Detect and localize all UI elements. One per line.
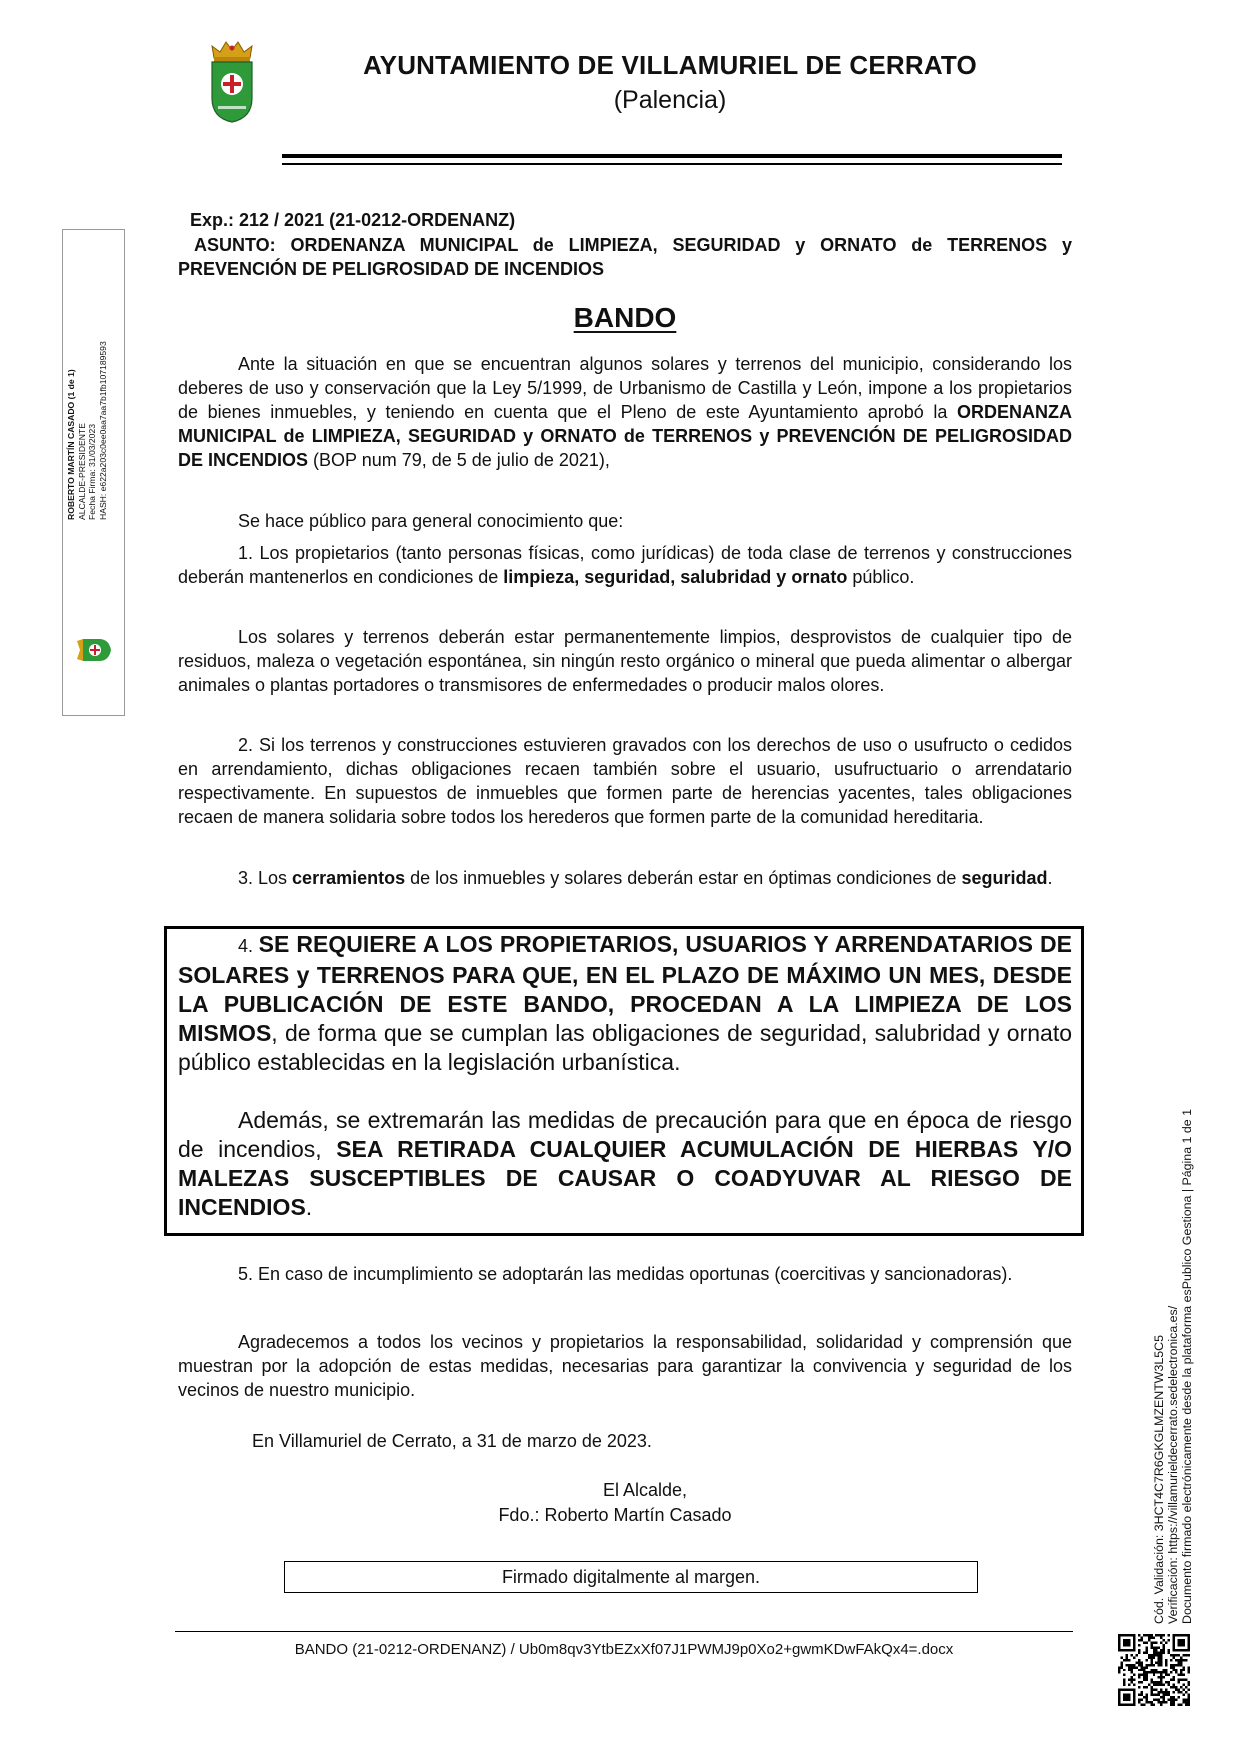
- stamp-role: ALCALDE-PRESIDENTE: [76, 423, 87, 520]
- item-4-requirement: SE REQUIERE A LOS PROPIETARIOS, USUARIOS Y ARRENDATARIOS DE SOLARES y TERRENOS PARA QUE, EN EL PLAZO DE MÁXIMO UN MES, DESDE LA PUBLICACIÓN DE ESTE BANDO, PROCEDAN A LA LIMPIEZA DE LOS MISMOS: [178, 931, 1072, 1046]
- validation-code: Cód. Validación: 3HCT4C7R6GKGLMZENTW3L5C5: [1152, 1335, 1166, 1624]
- item-1: [178, 541, 1072, 589]
- item-3-cerramientos: cerramientos: [292, 868, 406, 888]
- signature-name: Fdo.: Roberto Martín Casado: [498, 1505, 732, 1525]
- item-2: 2. Si los terrenos y construcciones estuvieren gravados con los derechos de uso o usufructo o cedidos en arrendamiento, dichas obligaciones recaen también sobre el usuario, usufructuario o arrendatario respectivamente. En supuestos de inmuebles que formen parte de herencias yacentes, tales obligaciones recaen de manera solidaria sobre todos los herederos que formen parte de la comunidad hereditaria.: [178, 735, 1072, 827]
- publication-statement: Se hace público para general conocimiento que:: [238, 511, 624, 531]
- item-4b-requirement: SEA RETIRADA CUALQUIER ACUMULACIÓN DE HIERBAS Y/O MALEZAS SUSCEPTIBLES DE CAUSAR O COADYUVAR AL RIESGO DE INCENDIOS: [178, 1136, 1072, 1220]
- item-1-detail: Los solares y terrenos deberán estar permanentemente limpios, desprovistos de cualquier tipo de residuos, maleza o vegetación espontánea, sin ningún resto orgánico o mineral que pueda alimentar o albergar animales o plantas portadores o transmisores de enfermedades o producir malos olores.: [178, 627, 1072, 695]
- footer-filename: BANDO (21-0212-ORDENANZ) / Ub0m8qv3YtbEZxXf07J1PWMJ9p0Xo2+gwmKDwFAkQx4=.docx: [294, 1641, 954, 1658]
- verification-text: [1152, 1064, 1194, 1624]
- asunto-subject: ASUNTO: ORDENANZA MUNICIPAL de LIMPIEZA, SEGURIDAD y ORNATO de TERRENOS y PREVENCIÓN DE PELIGROSIDAD DE INCENDIOS: [178, 235, 1072, 279]
- item-4: [178, 930, 1072, 1077]
- item-4b-text: Además, se extremarán las medidas de precaución para que en época de riesgo de incendios,: [178, 1107, 1072, 1162]
- intro-text: Ante la situación en que se encuentran algunos solares y terrenos del municipio, considerando los deberes de uso y conservación que la Ley 5/1999, de Urbanismo de Castilla y León, impone a los propietarios de bienes inmuebles, y teniendo en cuenta que el Pleno de este Ayuntamiento aprobó la: [178, 354, 1072, 422]
- item-3-seguridad: seguridad: [961, 868, 1048, 888]
- footer-rule: [175, 1631, 1073, 1632]
- stamp-date: Fecha Firma: 31/03/2023: [87, 423, 97, 520]
- item-3-middle: de los inmuebles y solares deberán estar en óptimas condiciones de: [405, 868, 962, 888]
- item-4-fire-prevention: [178, 1106, 1072, 1222]
- header-rule-thin: [282, 163, 1062, 165]
- digital-signature-note: Firmado digitalmente al margen.: [284, 1561, 978, 1593]
- intro-ordinance-name: ORDENANZA MUNICIPAL de LIMPIEZA, SEGURIDAD y ORNATO de TERRENOS y PREVENCIÓN DE PELIGROSIDAD DE INCENDIOS: [178, 402, 1072, 470]
- item-1-conditions: limpieza, seguridad, salubridad y ornato: [503, 567, 848, 587]
- date-line: En Villamuriel de Cerrato, a 31 de marzo de 2023.: [252, 1431, 652, 1451]
- municipality-title: AYUNTAMIENTO DE VILLAMURIEL DE CERRATO: [363, 50, 977, 80]
- closing-paragraph: Agradecemos a todos los vecinos y propietarios la responsabilidad, solidaridad y comprensión que muestran por la adopción de estas medidas, necesarias para garantizar la convivencia y seguridad de los vecinos de nuestro municipio.: [178, 1332, 1072, 1400]
- signature-stamp-text: [66, 120, 108, 520]
- item-4-obligations: , de forma que se cumplan las obligaciones de seguridad, salubridad y ornato público establecidas en la legislación urbanística.: [178, 1020, 1072, 1075]
- item-1-end: público.: [847, 567, 915, 587]
- item-5: 5. En caso de incumplimiento se adoptarán las medidas oportunas (coercitivas y sancionadoras).: [238, 1264, 1013, 1284]
- expediente-reference: Exp.: 212 / 2021 (21-0212-ORDENANZ): [190, 210, 516, 230]
- intro-paragraph: [178, 352, 1072, 472]
- item-3-text: 3. Los: [238, 868, 293, 888]
- stamp-signer: ROBERTO MARTÍN CASADO (1 de 1): [66, 369, 76, 520]
- header-rule-thick: [282, 154, 1062, 158]
- item-3: [178, 866, 1072, 890]
- municipal-crest-logo: [206, 38, 258, 124]
- province-subtitle: (Palencia): [613, 86, 727, 114]
- platform-note: Documento firmado electrónicamente desde la plataforma esPublico Gestiona | Página 1 de 1: [1180, 1109, 1194, 1624]
- item-4b-end: .: [305, 1194, 313, 1220]
- signature-role: El Alcalde,: [602, 1480, 688, 1500]
- item-1-text: 1. Los propietarios (tanto personas físicas, como jurídicas) de toda clase de terrenos y construcciones deberán mantenerlos en condiciones de: [178, 543, 1072, 587]
- item-4-number: 4.: [238, 936, 259, 956]
- intro-bop-reference: (BOP num 79, de 5 de julio de 2021),: [308, 450, 610, 470]
- verification-url: Verificación: https://villamurieldecerrato.sedelectronica.es/: [1166, 1305, 1180, 1624]
- alcaldia-stamp-logo: [72, 628, 116, 666]
- qr-code-icon: [1118, 1634, 1190, 1706]
- signature-block: [400, 1478, 830, 1528]
- document-title: BANDO: [573, 302, 677, 333]
- stamp-hash: HASH: e622a203c0ee0aa7aa7b1fb107189593: [97, 341, 108, 520]
- item-3-end: .: [1047, 868, 1053, 888]
